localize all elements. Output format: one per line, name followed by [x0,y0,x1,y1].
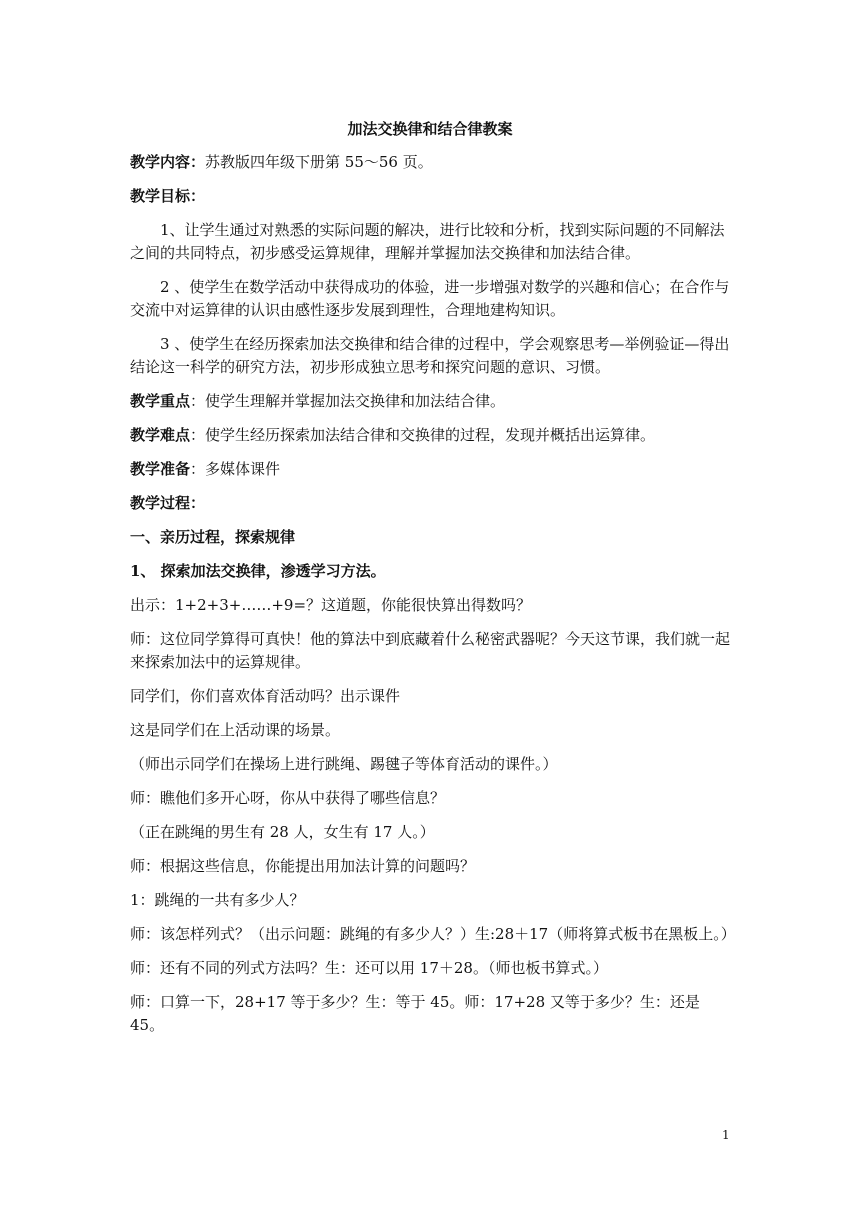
content-line [130,151,730,174]
body-line: 这是同学们在上活动课的场景。 [130,721,341,739]
body-line: 同学们，你们喜欢体育活动吗？出示课件 [130,687,401,705]
difficulty-line [130,424,730,447]
body-line: 师：根据这些信息，你能提出用加法计算的问题吗？ [130,857,476,875]
body-line: （正在跳绳的男生有 28 人，女生有 17 人。） [130,823,435,841]
difficulty-label: 教学难点 [130,426,191,444]
goal-item-1: 1、让学生通过对熟悉的实际问题的解决，进行比较和分析，找到实际问题的不同解法之间的共同特点，初步感受运算规律，理解并掌握加法交换律和加法结合律。 [130,221,725,262]
body-line: 1：跳绳的一共有多少人？ [130,891,305,909]
body-line: （师出示同学们在操场上进行跳绳、踢毽子等体育活动的课件。） [130,755,558,773]
body-line: 师：还有不同的列式方法吗？生：还可以用 17＋28。（师也板书算式。） [130,959,608,977]
body-line: 师：该怎样列式？（出示问题：跳绳的有多少人？）生:28＋17（师将算式板书在黑板上。） [130,925,736,943]
preparation-label: 教学准备 [130,460,191,478]
body-line: 师：瞧他们多开心呀，你从中获得了哪些信息？ [130,789,446,807]
key-point-text: ：使学生理解并掌握加法交换律和加法结合律。 [190,392,506,410]
page-number: 1 [722,1128,730,1142]
document-title: 加法交换律和结合律教案 [347,120,513,138]
goals-heading: 教学目标： [130,187,206,205]
key-point-label: 教学重点 [130,392,191,410]
key-point-line [130,390,730,413]
goal-item-2: 2 、使学生在数学活动中获得成功的体验，进一步增强对数学的兴趣和信心；在合作与交流中对运算律的认识由感性逐步发展到理性，合理地建构知识。 [130,278,730,319]
content-label: 教学内容： [130,153,206,171]
process-heading: 教学过程： [130,494,206,512]
document-body [130,118,736,1048]
body-line: 师：这位同学算得可真快！他的算法中到底藏着什么秘密武器呢？今天这节课，我们就一起来探索加法中的运算规律。 [130,630,731,671]
body-line: 出示：1+2+3+……+9=？这道题，你能很快算出得数吗？ [130,596,532,614]
preparation-text: ：多媒体课件 [190,460,281,478]
preparation-line [130,458,730,481]
section-heading-1: 一、亲历过程，探索规律 [130,528,296,546]
body-line: 师：口算一下，28+17 等于多少？生：等于 45。师：17+28 又等于多少？生：还是 45。 [130,993,700,1034]
content-text: 苏教版四年级下册第 55～56 页。 [205,153,433,171]
subsection-heading-1: 1、 探索加法交换律，渗透学习方法。 [130,562,386,580]
goal-item-3: 3 、使学生在经历探索加法交换律和结合律的过程中，学会观察思考—举例验证—得出结论这一科学的研究方法，初步形成独立思考和探究问题的意识、习惯。 [130,335,730,376]
difficulty-text: ：使学生经历探索加法结合律和交换律的过程，发现并概括出运算律。 [190,426,656,444]
